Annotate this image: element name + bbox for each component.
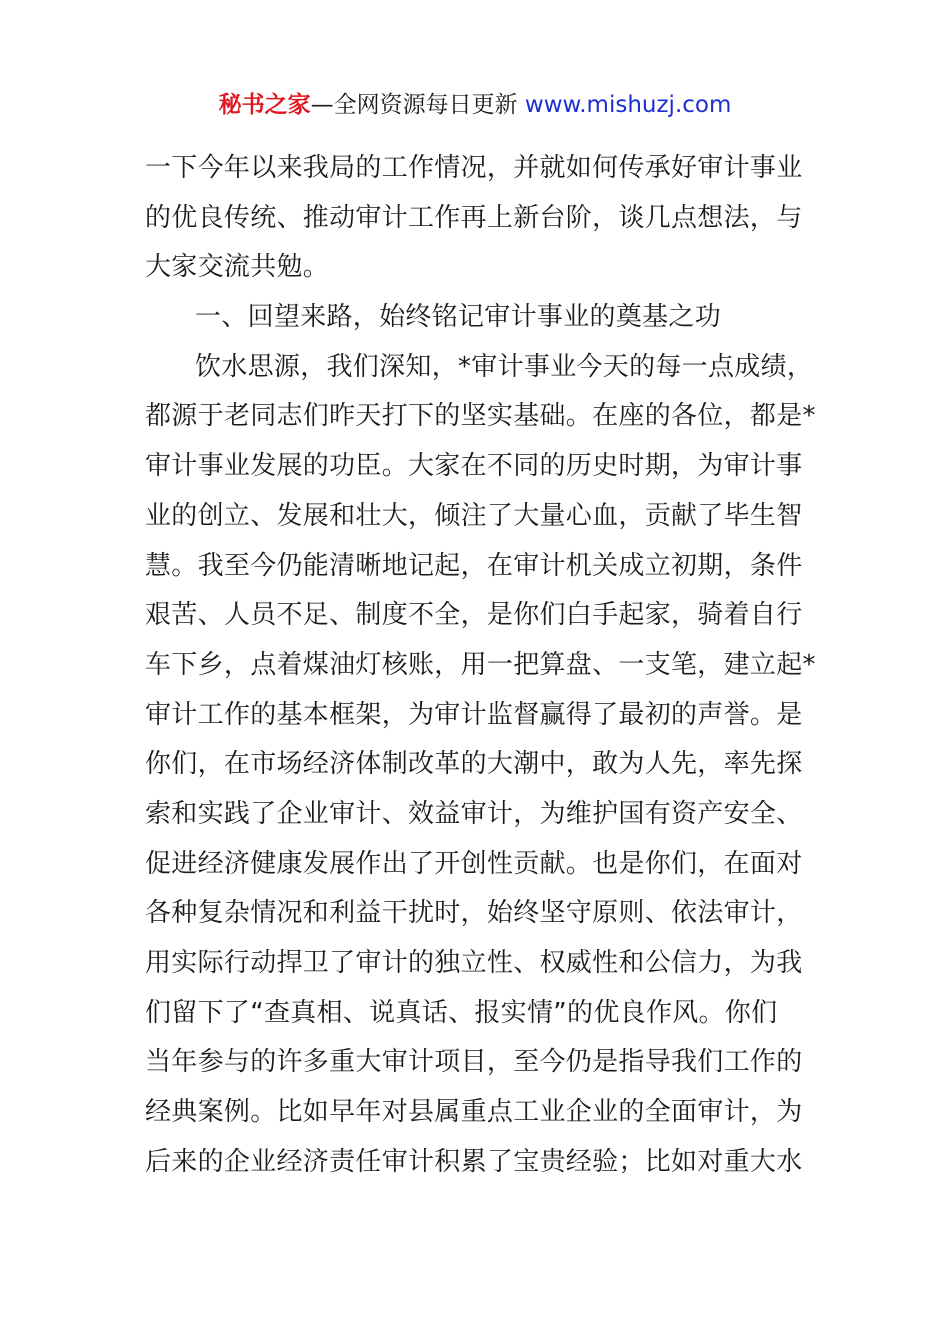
paragraph-line: 们留下了“查真相、说真话、报实情”的优良作风。你们 [145,997,778,1028]
paragraph-line: 当年参与的许多重大审计项目，至今仍是指导我们工作的 [145,1047,803,1078]
section-heading: 一、回望来路，始终铭记审计事业的奠基之功 [195,302,722,333]
paragraph-line: 都源于老同志们昨天打下的坚实基础。在座的各位，都是* [145,401,816,432]
paragraph-line: 审计事业发展的功臣。大家在不同的历史时期，为审计事 [145,451,803,482]
paragraph-line: 各种复杂情况和利益干扰时，始终坚守原则、依法审计， [145,898,803,929]
paragraph-line: 慧。我至今仍能清晰地记起，在审计机关成立初期，条件 [145,550,803,581]
paragraph-line: 车下乡，点着煤油灯核账，用一把算盘、一支笔，建立起* [145,649,816,680]
paragraph-line: 饮水思源，我们深知，*审计事业今天的每一点成绩， [195,351,814,382]
site-url-link[interactable]: www.mishuzj.com [524,92,732,118]
site-brand: 秘书之家 [218,92,311,118]
paragraph-line: 用实际行动捍卫了审计的独立性、权威性和公信力，为我 [145,948,803,978]
paragraph-line: 艰苦、人员不足、制度不全，是你们白手起家，骑着自行 [145,600,803,631]
paragraph-line: 经典案例。比如早年对县属重点工业企业的全面审计，为 [145,1097,803,1128]
paragraph-line: 索和实践了企业审计、效益审计，为维护国有资产安全、 [145,798,803,829]
paragraph-line: 促进经济健康发展作出了开创性贡献。也是你们，在面对 [145,848,803,879]
site-header [0,88,950,122]
paragraph-line: 业的创立、发展和壮大，倾注了大量心血，贡献了毕生智 [145,500,803,531]
paragraph-line: 后来的企业经济责任审计积累了宝贵经验；比如对重大水 [145,1146,803,1177]
document-body [145,144,815,1187]
paragraph-line: 大家交流共勉。 [145,252,330,283]
site-tagline: —全网资源每日更新 [310,92,525,118]
paragraph-line: 你们，在市场经济体制改革的大潮中，敢为人先，率先探 [145,749,803,780]
paragraph-line: 审计工作的基本框架，为审计监督赢得了最初的声誉。是 [145,699,803,730]
paragraph-line: 一下今年以来我局的工作情况，并就如何传承好审计事业 [145,153,803,183]
paragraph-line: 的优良传统、推动审计工作再上新台阶，谈几点想法，与 [145,202,803,233]
